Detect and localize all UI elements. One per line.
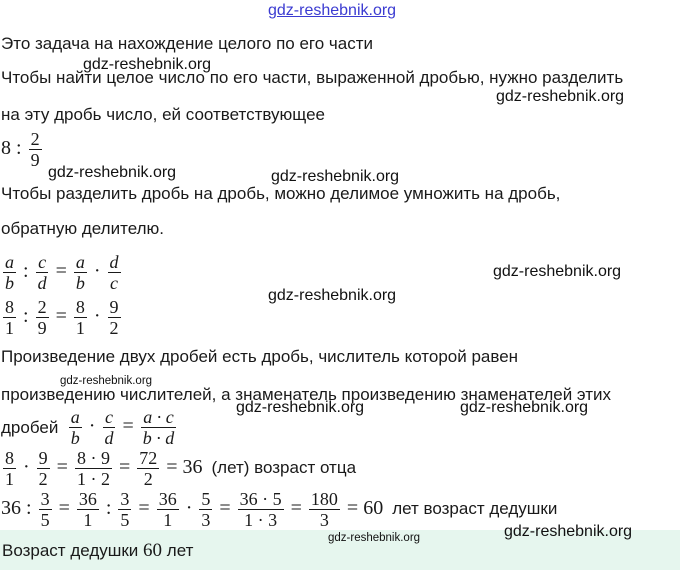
fraction: [238, 490, 284, 529]
text-line-1: Это задача на нахождение целого по его части: [1, 34, 374, 53]
text-line-8: дробей: [1, 417, 59, 437]
numerator: a: [5, 252, 14, 272]
denominator: b: [75, 273, 85, 293]
equals-operator: =: [55, 260, 67, 283]
fraction: [3, 298, 16, 337]
colon-operator: :: [26, 497, 32, 520]
denominator: b · d: [142, 428, 175, 448]
watermark: gdz-reshebnik.org: [493, 263, 622, 280]
denominator: 3: [319, 510, 329, 530]
numerator: a: [70, 407, 80, 427]
denominator: b: [70, 428, 80, 448]
fraction: [77, 490, 99, 529]
watermark: gdz-reshebnik.org: [83, 56, 212, 73]
denominator: 5: [120, 510, 130, 530]
denominator: 2: [109, 318, 119, 338]
equals-operator: =: [56, 456, 68, 479]
number: 8: [1, 137, 11, 160]
colon-operator: :: [16, 137, 22, 160]
numerator: d: [109, 252, 119, 272]
denominator: d: [104, 428, 114, 448]
text-line-3: на эту дробь число, ей соответствующее: [1, 105, 325, 124]
numerator: 36: [78, 489, 97, 509]
dot-operator: ·: [93, 305, 101, 328]
father-age-label: (лет) возраст отца: [211, 458, 357, 478]
numerator: 3: [40, 489, 50, 509]
denominator: 2: [143, 469, 153, 489]
text-line-6: Произведение двух дробей есть дробь, числитель которой равен: [1, 347, 519, 366]
result-value: 60: [363, 497, 384, 520]
equals-operator: =: [219, 497, 231, 520]
numerator: 36 · 5: [239, 489, 282, 509]
grandfather-age-label: лет возраст дедушки: [392, 499, 558, 519]
denominator: 2: [38, 469, 48, 489]
fraction: [36, 298, 49, 337]
denominator: c: [110, 273, 119, 293]
numerator: a · c: [143, 407, 174, 427]
fraction: [69, 408, 82, 447]
watermark: gdz-reshebnik.org: [496, 88, 625, 105]
equals-operator: =: [346, 497, 359, 520]
numerator: 8: [5, 297, 14, 317]
numerator: c: [38, 252, 47, 272]
denominator: 1: [5, 318, 14, 338]
fraction: [37, 449, 50, 488]
denominator: 9: [37, 318, 47, 338]
fraction: [74, 298, 87, 337]
result-value: 36: [182, 456, 203, 479]
equals-operator: =: [166, 456, 178, 479]
answer-suffix: лет: [166, 541, 194, 560]
watermark: gdz-reshebnik.org: [328, 532, 421, 544]
answer-text: [2, 540, 193, 562]
dot-operator: ·: [185, 497, 193, 520]
numerator: 2: [30, 129, 40, 149]
watermark: gdz-reshebnik.org: [271, 168, 400, 185]
number: 36: [1, 497, 21, 520]
equals-operator: =: [138, 497, 150, 520]
fraction: [118, 490, 131, 529]
numerator: 8 · 9: [76, 448, 110, 468]
numerator: 8: [75, 297, 85, 317]
denominator: 1: [83, 510, 93, 530]
fraction: [36, 253, 49, 292]
watermark: gdz-reshebnik.org: [460, 399, 589, 416]
equation-numeric-division: [1, 298, 123, 337]
dot-operator: ·: [88, 415, 96, 438]
denominator: 1: [5, 469, 14, 489]
fraction: [3, 253, 16, 292]
numerator: 5: [201, 489, 211, 509]
watermark: gdz-reshebnik.org: [504, 523, 633, 540]
text-line-5: обратную делителю.: [1, 219, 164, 238]
dot-operator: ·: [93, 260, 101, 283]
denominator: b: [5, 273, 14, 293]
product-rule-line: [1, 408, 178, 447]
denominator: 1: [163, 510, 173, 530]
fraction: [309, 490, 340, 529]
equals-operator: =: [290, 497, 302, 520]
equals-operator: =: [118, 456, 131, 479]
denominator: 1 · 3: [244, 510, 278, 530]
answer-value: 60: [143, 540, 163, 561]
equals-operator: =: [122, 415, 134, 438]
colon-operator: :: [23, 305, 29, 328]
equation-grandfather-age: [1, 490, 557, 529]
text-line-2: Чтобы найти целое число по его части, выраженной дробью, нужно разделить: [1, 68, 624, 87]
fraction: [3, 449, 16, 488]
denominator: 1 · 2: [76, 469, 110, 489]
numerator: 2: [37, 297, 47, 317]
equation-father-age: [1, 449, 356, 488]
numerator: 8: [5, 448, 14, 468]
fraction: [74, 253, 87, 292]
fraction: [141, 408, 177, 447]
colon-operator: :: [23, 260, 29, 283]
denominator: 3: [201, 510, 211, 530]
equation-general-division: [1, 253, 123, 292]
dot-operator: ·: [23, 456, 30, 479]
fraction: [157, 490, 179, 529]
watermark: gdz-reshebnik.org: [60, 375, 153, 387]
equals-operator: =: [55, 305, 67, 328]
fraction: [39, 490, 52, 529]
denominator: 5: [40, 510, 50, 530]
equation-divide-8-by-2-9: [1, 130, 44, 169]
numerator: 9: [109, 297, 119, 317]
watermark: gdz-reshebnik.org: [268, 287, 397, 304]
numerator: 180: [310, 489, 338, 509]
numerator: 9: [38, 448, 48, 468]
fraction: [102, 408, 115, 447]
fraction: [29, 130, 42, 169]
fraction: [75, 449, 112, 488]
numerator: 3: [120, 489, 130, 509]
fraction: [108, 253, 121, 292]
text-line-4: Чтобы разделить дробь на дробь, можно делимое умножить на дробь,: [1, 184, 561, 203]
watermark: gdz-reshebnik.org: [48, 164, 177, 181]
watermark-link[interactable]: gdz-reshebnik.org: [268, 2, 397, 19]
numerator: a: [75, 252, 85, 272]
denominator: d: [37, 273, 47, 293]
numerator: c: [104, 407, 113, 427]
colon-operator: :: [105, 497, 112, 520]
numerator: 36: [158, 489, 177, 509]
numerator: 72: [139, 448, 158, 468]
answer-prefix: Возраст дедушки: [2, 541, 139, 560]
denominator: 9: [30, 150, 40, 170]
denominator: 1: [75, 318, 85, 338]
watermark: gdz-reshebnik.org: [236, 399, 365, 416]
fraction: [108, 298, 121, 337]
fraction: [137, 449, 159, 488]
text-line-7: произведению числителей, а знаменатель произведению знаменателей этих: [1, 385, 612, 404]
equals-operator: =: [58, 497, 70, 520]
fraction: [199, 490, 212, 529]
